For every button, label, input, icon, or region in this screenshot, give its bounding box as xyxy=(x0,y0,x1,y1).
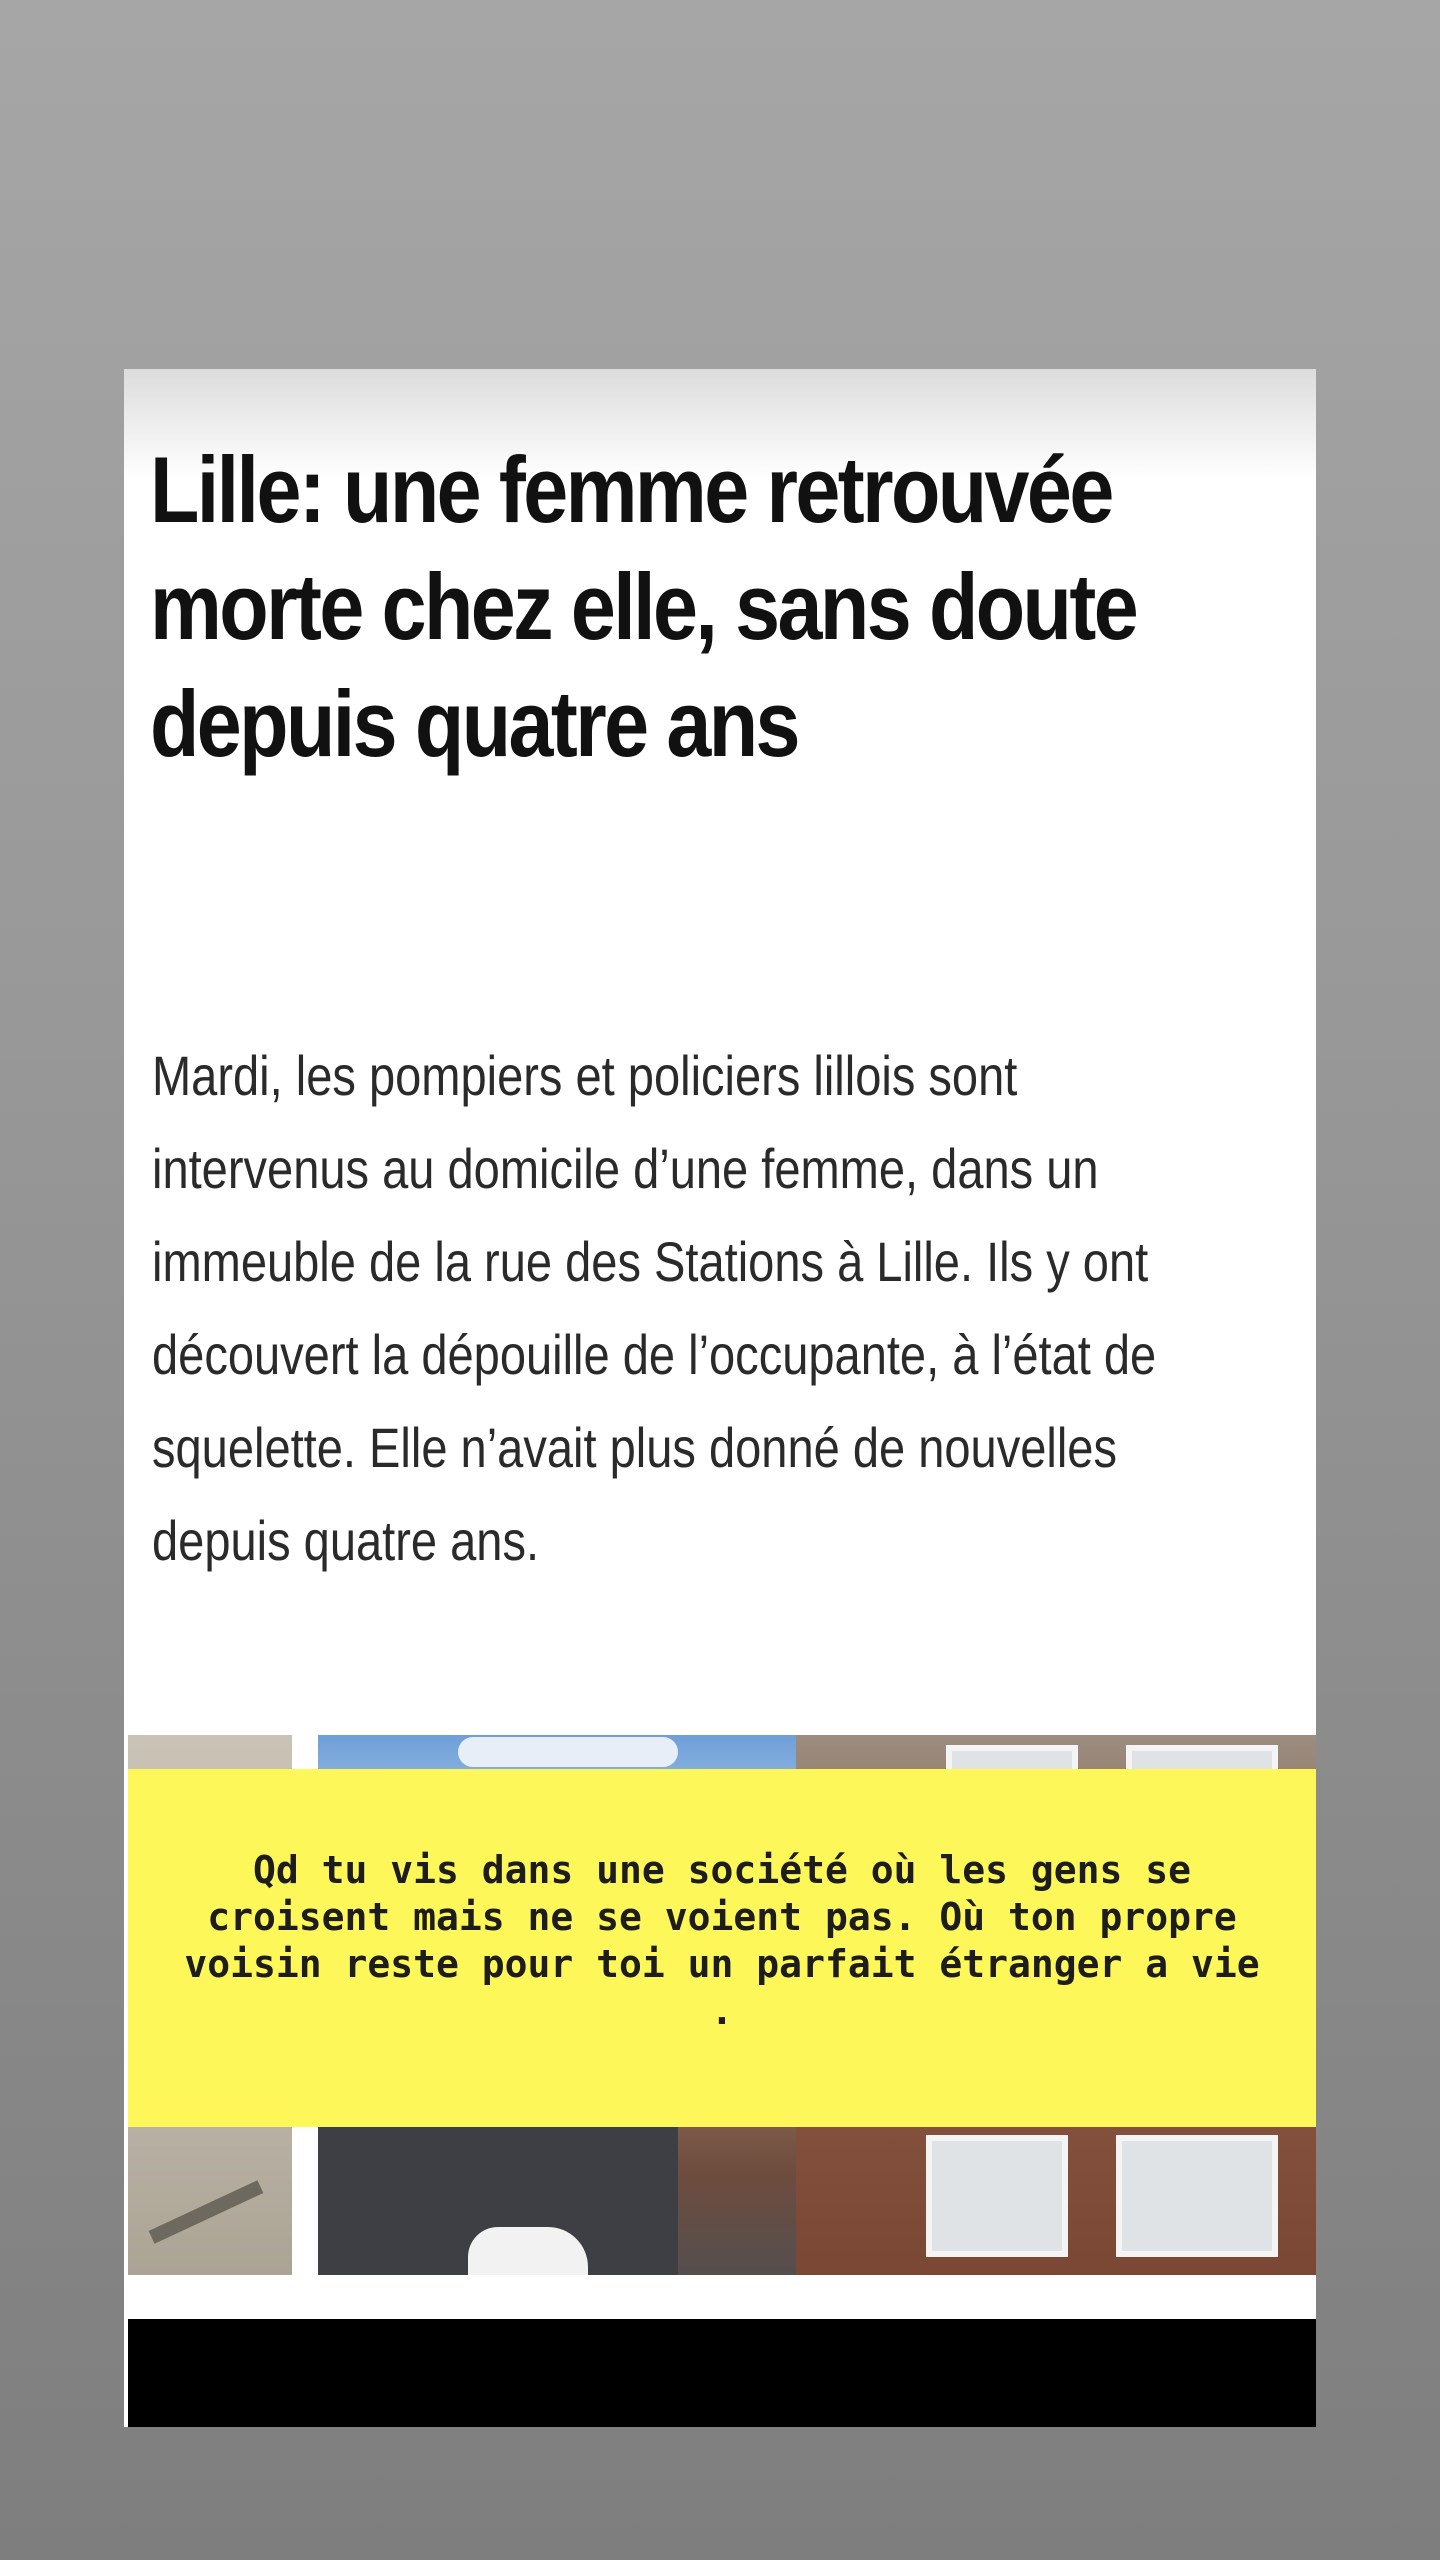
story-caption-text: Qd tu vis dans une société où les gens se croisent mais ne se voient pas. Où ton propre voisin reste pour toi un parfait étranger a vie . xyxy=(184,1848,1260,2033)
article-headline: Lille: une femme retrouvée morte chez elle, sans doute depuis quatre ans xyxy=(150,437,1137,776)
mailbox-slot xyxy=(149,2180,264,2243)
window xyxy=(926,2135,1068,2257)
black-band xyxy=(128,2319,1316,2427)
cloud xyxy=(458,1737,678,1767)
story-caption-banner xyxy=(128,1769,1316,2127)
window xyxy=(1116,2135,1278,2257)
street xyxy=(318,2127,678,2297)
article-card xyxy=(124,369,1316,2427)
photo-bottom-rule xyxy=(128,2275,1316,2297)
article-lede: Mardi, les pompiers et policiers lillois sont intervenus au domicile d’une femme, dans un immeuble de la rue des Stations à Lille. Ils y ont découvert la dépouille de l’occupante, à l’état de squelette. Elle n’avait plus donné de nouvelles depuis quatre ans. xyxy=(152,1044,1157,1572)
